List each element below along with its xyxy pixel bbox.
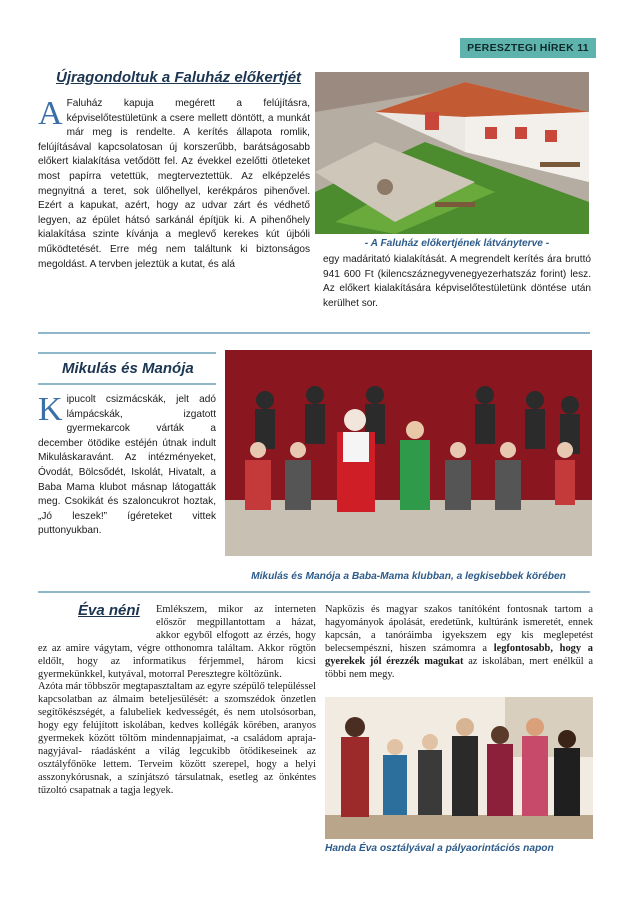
article-emphasis: legfontosabb, hogy a gyerekek jól érezzék magukat — [325, 642, 594, 667]
article-title-mikulas: Mikulás és Manója — [62, 360, 194, 377]
article-right-column-eva — [325, 604, 593, 681]
article-paragraph: Faluház kapuja megérett a felújításra, képviselőtestületünk a csere mellett döntött, a munkát már meg is rendelte. A kerítés állapota romlik, felújításával kapcsolatosan új korszerűbb, barátságosabb előkert kialakítása vetődött fel. Az évekkel ezelőtti ötleteket most papírra vetettük, megterveztettük. Az elképzelés megnyitná a teret, sok ülőhellyel, kerékpáros pihenővel. Ezért a kapukat, azért, hogy az udvar zárt és védhető legyen, az épület hátsó sarkánál építjük ki. A pihenőhely kialakítása szinte kívánja a meglevő kerekes kút újbóli működtetését. Erre még nem találtunk ki biztonságos megoldást. A tervben jeleztük a kutat, és alá — [38, 98, 310, 270]
section-divider — [38, 591, 590, 593]
article-paragraph: Azóta már többször megtapasztaltam az egyre szépülő településsel kapcsolatban az álmaim beteljesülését: a szomszédok önzetlen segítőkészségét, a falubeliek kedvességét, és nem utolsósorban, hogy egy felújított iskolában, kedves kollégák körében, aranyos gyermekek között töltöm mindennapjaimat, -a családom apraja-nagyjával- ráadásként a világ legcukibb ötödikeseinek az osztályfőnöke lettem. Terveim között szerepel, hogy a helyi asszonykórusnak, a színjátszó társulatnak, esetleg az önkéntes tűzoltó csapatnak a tagja legyek. — [38, 681, 316, 796]
article-body-mikulas — [38, 393, 216, 539]
title-rule-top — [38, 352, 216, 354]
section-divider — [38, 332, 590, 334]
mikulas-group-photo — [225, 350, 592, 556]
article-body-eva — [38, 604, 316, 798]
article-continuation-faluhaz: egy madáritató kialakítását. A megrendelt kerítés ára bruttó 941 600 Ft (kilencszáznegyvenegyezerhatszáz forint) lesz. Az előkert kialakítására képviselőtestületünk döntése után kerülhet sor. — [323, 254, 591, 309]
article-intro: Emlékszem, mikor az interneten először megpillantottam a házat, akkor egyből elfogott az érzés, hogy ez az amire vágytam, végre otthonomra találtam. Akkor rögtön eldőlt, hogy az informatikus férjemmel, három kicsi gyermekünkkel, kutyával, motorral Peresztegre költözünk. — [38, 604, 316, 680]
title-spacer — [38, 604, 156, 631]
article-paragraph: ipucolt csizmácskák, jelt adó lámpácskák, izgatott gyermekarcok várták a december ötödike estéjén útnak indult Mikuláskaravánt. Az intézményeket, Óvodát, Bölcsődét, Iskolát, Hivatalt, a Baba Mama klubot másnap látogatták meg. Csokikát és szaloncukrot hoztak, „Jó leszek!” ígéreteket vittek puttonyukban. — [38, 394, 216, 537]
mikulas-photo-caption: Mikulás és Manója a Baba-Mama klubban, a legkisebbek körében — [251, 571, 566, 582]
article-text: Napközis és magyar szakos tanítóként fontosnak tartom a hagyományok ápolását, eredetünk, kultúránk ismeretét, ennek kapcsán, a tanóráimba igyekszem egy kis meglepetést belecsempészni, hiszen számomra a — [325, 604, 593, 654]
article-body-faluhaz — [38, 97, 310, 272]
title-rule-bottom — [38, 383, 216, 385]
class-photo-caption: Handa Éva osztályával a pályaorintációs napon — [325, 843, 554, 854]
article-title-eva: Éva néni — [78, 602, 140, 619]
drop-cap: K — [38, 391, 63, 428]
page-header-label: PERESZTEGI HÍREK 11 — [460, 38, 596, 58]
faluhaz-rendering-image — [315, 72, 589, 234]
rendering-caption: - A Faluház előkertjének látványterve - — [364, 238, 550, 249]
drop-cap: A — [38, 95, 63, 132]
article-title-faluhaz: Újragondoltuk a Faluház előkertjét — [56, 69, 302, 86]
article-text: az iskolában, mert enélkül a többi nem megy. — [325, 655, 593, 680]
class-photo — [325, 697, 593, 839]
